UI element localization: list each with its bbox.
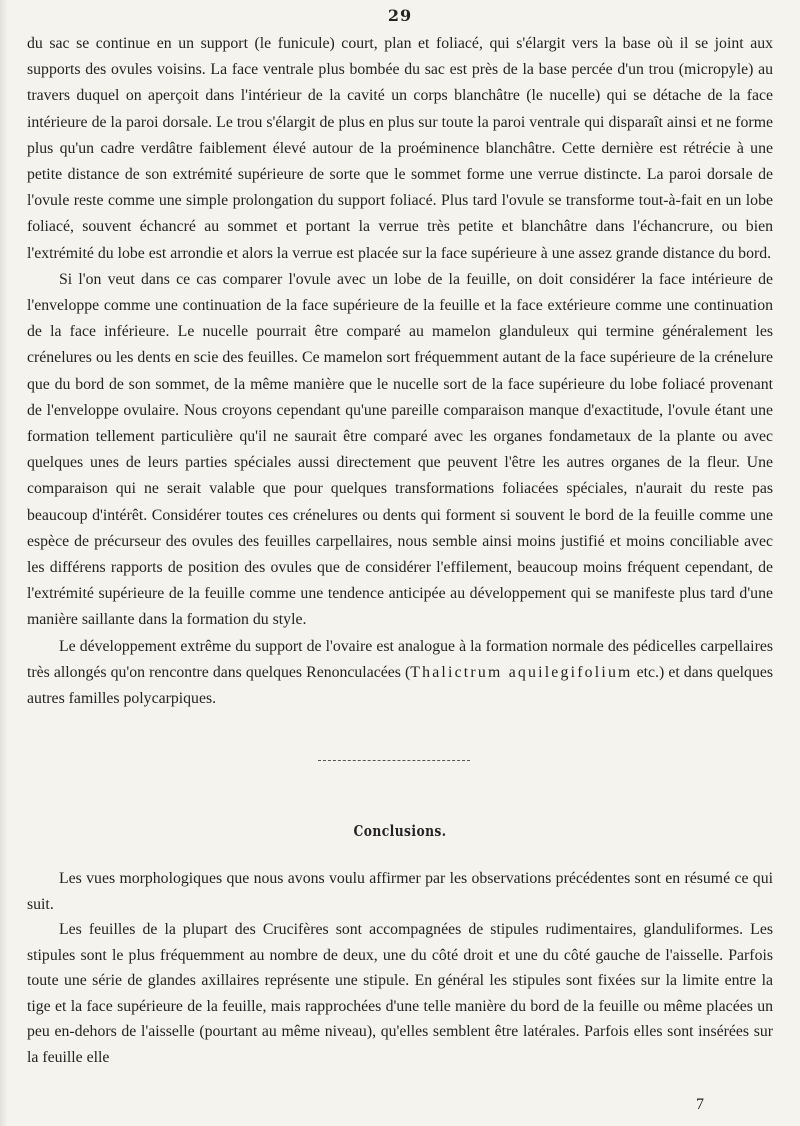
section-divider bbox=[318, 760, 470, 761]
signature-mark: 7 bbox=[696, 1096, 704, 1113]
conclusions-text bbox=[27, 866, 773, 1070]
paragraph-text-before: Le développement extrême du support de l'ovaire est analogue à la formation normale des pédicelles carpellaires très allongés qu'on rencontre dans quelques Renonculacées ( bbox=[27, 637, 773, 681]
conclusions-stipules: Les feuilles de la plupart des Crucifères sont accompagnées de stipules rudimentaires, glanduliformes. Les stipules sont le plus fréquemment au nombre de deux, une du côté droit et une du côté gauche de l'aisselle. Parfois toute une série de glandes axillaires représente une stipule. En général les stipules sont fixées sur la limite entre la tige et la face supérieure de la feuille, mais rapprochées d'une telle manière du bord de la feuille ou même placées un peu en-dehors de l'aisselle (pourtant au même niveau), qu'elles semblent être latérales. Parfois elles sont insérées sur la feuille elle bbox=[27, 921, 773, 1066]
paragraph-ovule-description: du sac se continue en un support (le funicule) court, plan et foliacé, qui s'élargit vers la base où il se joint aux supports des ovules voisins. La face ventrale plus bombée du sac est près de la base percée d'un trou (micropyle) au travers duquel on aperçoit dans l'intérieur de la cavité un corps blanchâtre (le nucelle) qui se détache de la face intérieure de la paroi dorsale. Le trou s'élargit de plus en plus sur toute la paroi ventrale qui disparaît ainsi et ne forme plus qu'un cadre verdâtre faiblement élevé autour de la proéminence blanchâtre. Cette dernière est rétrécie à une petite distance de son extrémité supérieure de sorte que le sommet forme une verrue distincte. La paroi dorsale de l'ovule reste comme une simple prolongation du support foliacé. Plus tard l'ovule se transforme tout-à-fait en un lobe foliacé, souvent échancré au sommet et portant la verrue très petite et blanchâtre dans l'échancrure, ou bien l'extrémité du lobe est arrondie et alors la verrue est placée sur la face supérieure à une assez grande distance du bord. bbox=[27, 35, 773, 262]
page-number: 29 bbox=[387, 6, 413, 25]
paragraph-comparison: Si l'on veut dans ce cas comparer l'ovule avec un lobe de la feuille, on doit considérer la face intérieure de l'enveloppe comme une continuation de la face supérieure de la feuille et la face extérieure comme une continuation de la face inférieure. Le nucelle pourrait être comparé au mamelon glanduleux qui termine généralement les crénelures ou les dents en scie des feuilles. Ce mamelon sort fréquemment autant de la face supérieure de la crénelure que du bord de son sommet, de la même manière que le nucelle sort de la face supérieure du lobe foliacé provenant de l'enveloppe ovulaire. Nous croyons cependant qu'une pareille comparaison manque d'exactitude, l'ovule étant une formation tellement particulière qu'il ne saurait être comparé avec les organes fondametaux de la plante ou avec quelques unes de leurs parties spéciales aussi directement que peuvent l'être les autres organes de la fleur. Une comparaison qui ne serait valable que pour quelques transformations foliacées spéciales, n'aurait du reste pas beaucoup d'intérêt. Considérer toutes ces crénelures ou dents qui forment si souvent le bord de la feuille comme une espèce de précurseur des ovules des feuilles carpellaires, nous semble ainsi moins justifié et moins conciliable avec les différens rapports de position des ovules que de considérer l'effilement, beaucoup moins fréquent cependant, de l'extrémité supérieure de la feuille comme une tendence anticipée au développement qui se manifeste plus tard d'une manière saillante dans la formation du style. bbox=[27, 270, 773, 629]
page-edge-shadow bbox=[0, 0, 8, 1126]
conclusions-intro: Les vues morphologiques que nous avons voulu affirmer par les observations précédentes sont en résumé ce qui suit. bbox=[27, 870, 773, 913]
main-text bbox=[27, 31, 773, 712]
species-name: Thalictrum aquilegifolium bbox=[410, 663, 633, 681]
section-heading-conclusions: Conclusions. bbox=[353, 822, 447, 840]
paragraph-text-after: etc.) et dans quelques autres familles polycarpiques. bbox=[27, 663, 774, 708]
paragraph-support-development bbox=[27, 634, 773, 713]
